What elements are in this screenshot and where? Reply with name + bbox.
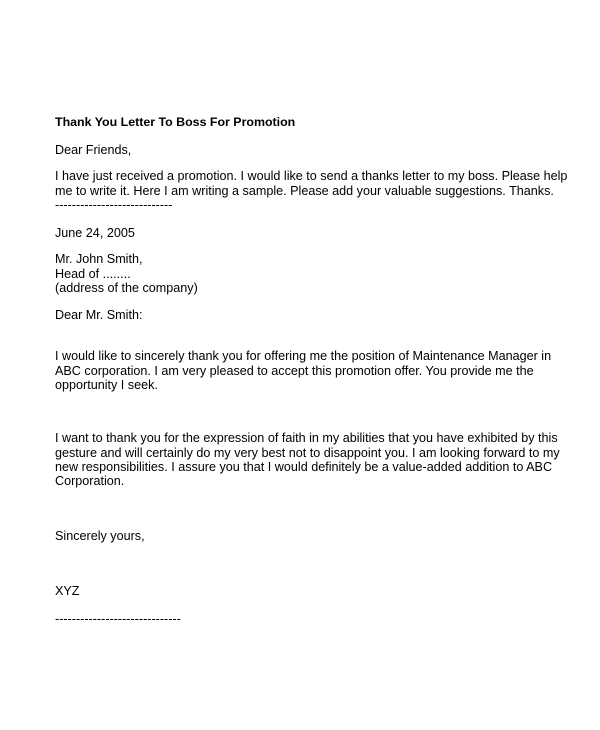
greeting-friends: Dear Friends, [55,143,132,157]
paragraph2-line-3: new responsibilities. I assure you that I would definitely be a value-added addition to ABC [55,460,553,474]
paragraph2-line-2: gesture and will certainly do my very best not to disappoint you. I am looking forward to my [55,446,560,460]
paragraph2-line-4: Corporation. [55,474,125,488]
letter-date: June 24, 2005 [55,226,135,240]
separator-bottom: ------------------------------ [55,612,181,626]
request-line-2: me to write it. Here I am writing a sample. Please add your valuable suggestions. Thanks. [55,184,554,198]
request-line-1: I have just received a promotion. I would like to send a thanks letter to my boss. Please help [55,169,568,183]
recipient-title: Head of ........ [55,267,131,281]
recipient-name: Mr. John Smith, [55,252,143,266]
paragraph1-line-1: I would like to sincerely thank you for offering me the position of Maintenance Manager in [55,349,552,363]
closing: Sincerely yours, [55,529,145,543]
separator-top: ---------------------------- [55,198,173,212]
paragraph1-line-2: ABC corporation. I am very pleased to accept this promotion offer. You provide me the [55,364,534,378]
recipient-address: (address of the company) [55,281,198,295]
paragraph2-line-1: I want to thank you for the expression of faith in my abilities that you have exhibited by this [55,431,558,445]
salutation: Dear Mr. Smith: [55,308,143,322]
paragraph1-line-3: opportunity I seek. [55,378,158,392]
signature: XYZ [55,584,80,598]
letter-title: Thank You Letter To Boss For Promotion [55,115,296,129]
